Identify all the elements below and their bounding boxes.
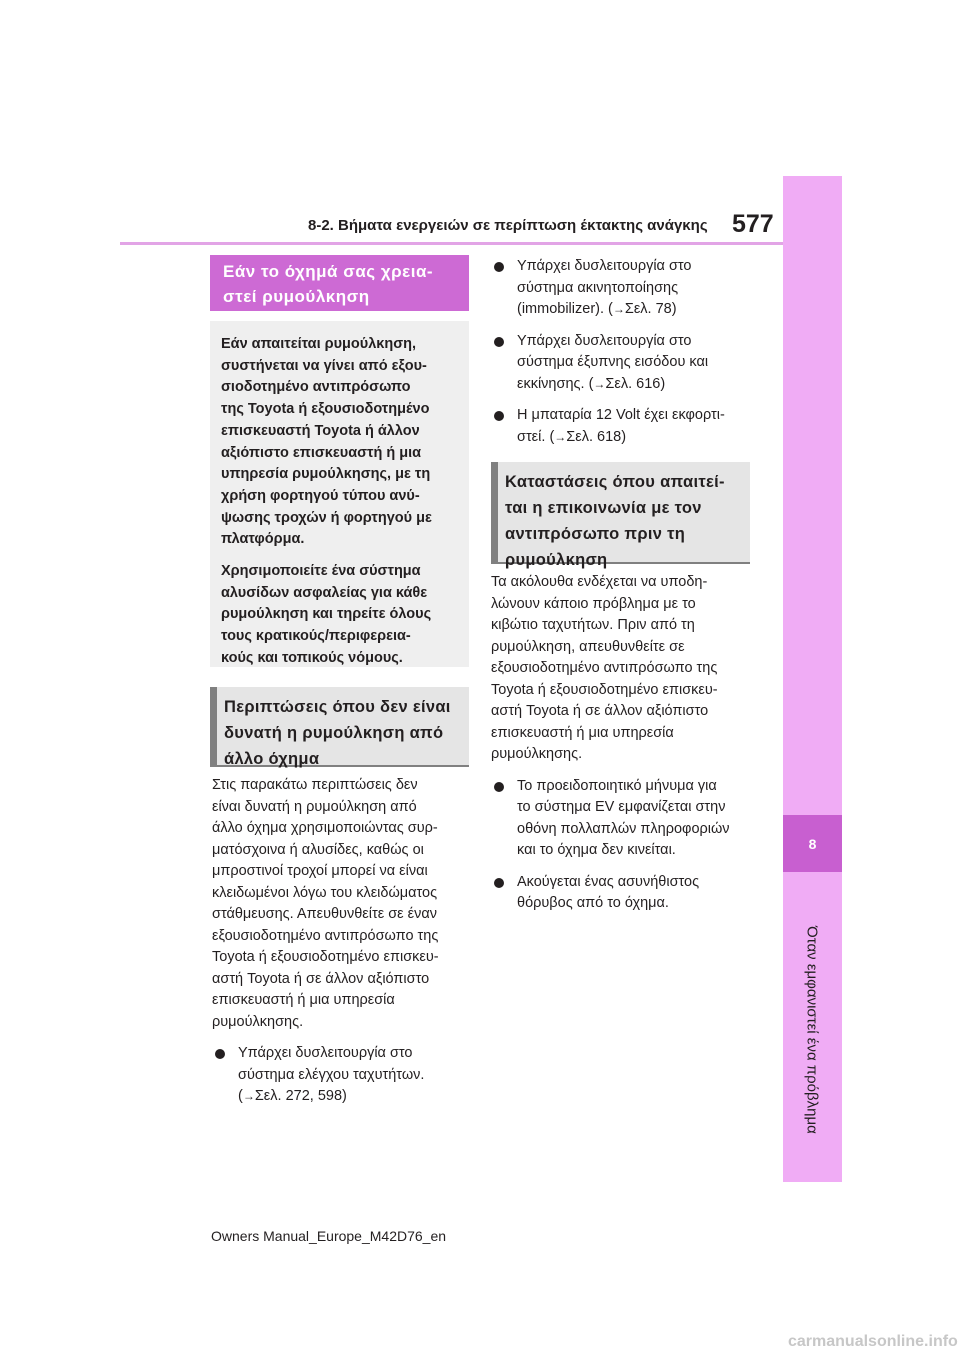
bullet-item — [212, 1043, 470, 1108]
notice-line: αξιόπιστο επισκευαστή ή μια — [221, 444, 422, 461]
body-line: αστή Toyota ή σε άλλον αξιόπιστο — [491, 703, 709, 719]
watermark: carmanualsonline.info — [788, 1333, 958, 1350]
bullet-item — [491, 331, 753, 396]
bullet-line: θόρυβος από το όχημα. — [517, 895, 669, 911]
notice-line: τους κρατικούς/περιφερεια- — [221, 628, 411, 645]
bullet-line: Το προειδοποιητικό μήνυμα για — [517, 777, 717, 794]
page-reference[interactable]: (→Σελ. 616) — [588, 375, 666, 392]
body-line: είναι δυνατή η ρυμούλκηση από — [212, 798, 417, 815]
towing-notice-box — [210, 321, 469, 667]
page-reference[interactable]: (→Σελ. 618) — [549, 428, 627, 445]
subheading-line: ται η επικοινωνία με τον — [505, 499, 702, 517]
body-line: επισκευαστή ή μια υπηρεσία — [491, 724, 674, 741]
bullet-line: Υπάρχει δυσλειτουργία στο — [517, 258, 692, 274]
bullet-item — [491, 256, 753, 321]
bullet-line: Η μπαταρία 12 Volt έχει εκφορτι- — [517, 407, 725, 423]
body-paragraph — [491, 572, 753, 766]
arrow-right-icon: → — [612, 302, 625, 316]
body-line: Τα ακόλουθα ενδέχεται να υποδη- — [491, 574, 708, 590]
subheading-line: αντιπρόσωπο πριν τη — [505, 525, 686, 543]
bullet-line: Ακούγεται ένας ασυνήθιστος — [517, 873, 700, 890]
body-line: ρυμούλκησης. — [491, 746, 583, 762]
bullet-dot-icon — [494, 878, 504, 888]
bullet-item — [491, 776, 753, 862]
subheading-line: Καταστάσεις όπου απαιτεί- — [505, 473, 725, 491]
body-line: μπροστινοί τροχοί μπορεί να είναι — [212, 863, 428, 879]
bullet-line: Υπάρχει δυσλειτουργία στο — [517, 332, 692, 349]
body-line: Στις παρακάτω περιπτώσεις δεν — [212, 777, 418, 793]
notice-paragraph — [221, 334, 457, 551]
bullet-dot-icon — [494, 337, 504, 347]
bullet-line: και το όχημα δεν κινείται. — [517, 842, 676, 858]
page-number: 577 — [732, 210, 774, 238]
arrow-right-icon: → — [554, 429, 567, 444]
body-line: άλλο όχημα χρησιμοποιώντας συρ- — [212, 820, 438, 836]
subheading-line: δυνατή η ρυμούλκηση από — [224, 724, 444, 742]
bullet-line: (immobilizer). — [517, 301, 604, 317]
heading-line: στεί ρυμούλκηση — [223, 287, 370, 306]
bullet-line: το σύστημα EV εμφανίζεται στην — [517, 799, 726, 815]
page-reference[interactable]: (→Σελ. 272, 598) — [238, 1088, 347, 1104]
bullet-line: σύστημα ελέγχου ταχυτήτων. — [238, 1066, 425, 1083]
bullet-line: στεί. — [517, 428, 546, 445]
notice-line: ψωσης τροχών ή φορτηγού με — [221, 509, 432, 526]
notice-line: χρήση φορτηγού τύπου ανύ- — [221, 487, 420, 504]
footer-doc-id: Owners Manual_Europe_M42D76_en — [211, 1228, 447, 1244]
bullet-dot-icon — [494, 782, 504, 792]
arrow-right-icon: → — [242, 1089, 255, 1103]
page-reference[interactable]: (→Σελ. 78) — [608, 301, 677, 317]
body-line: κλειδωμένοι λόγω του κλειδώματος — [212, 884, 438, 901]
bullet-line: σύστημα ακινητοποίησης — [517, 279, 679, 296]
subheading-towing-not-possible — [210, 687, 469, 767]
body-paragraph — [212, 775, 470, 1033]
bullet-line: εκκίνησης. — [517, 375, 585, 392]
body-line: στάθμευσης. Απευθυνθείτε σε έναν — [212, 906, 437, 922]
notice-line: ρυμούλκηση και τηρείτε όλους — [221, 606, 432, 623]
bullet-dot-icon — [494, 262, 504, 272]
subheading-line: άλλο όχημα — [224, 750, 320, 768]
body-line: Toyota ή εξουσιοδοτημένο επισκευ- — [491, 681, 718, 698]
notice-line: συστήνεται να γίνει από εξου- — [221, 357, 427, 374]
bullet-item — [491, 872, 753, 915]
notice-line: της Toyota ή εξουσιοδοτημένο — [221, 401, 430, 418]
body-line: λώνουν κάποιο πρόβλημα με το — [491, 595, 696, 612]
heading-line: Εάν το όχημά σας χρεια- — [223, 262, 434, 281]
body-line: εξουσιοδοτημένο αντιπρόσωπο της — [491, 660, 718, 676]
notice-paragraph — [221, 561, 457, 670]
notice-line: πλατφόρμα. — [221, 531, 305, 548]
notice-line: κούς και τοπικούς νόμους. — [221, 649, 403, 666]
arrow-right-icon: → — [593, 376, 606, 391]
notice-line: επισκευαστή Toyota ή άλλον — [221, 422, 420, 439]
bullet-line: σύστημα έξυπνης εισόδου και — [517, 354, 709, 370]
body-line: αστή Toyota ή σε άλλον αξιόπιστο — [212, 970, 430, 987]
notice-line: Εάν απαιτείται ρυμούλκηση, — [221, 336, 417, 352]
left-body — [212, 775, 470, 1108]
subheading-line: ρυμούλκηση — [505, 551, 608, 569]
chapter-title: Όταν εμφανιστεί ένα πρόβλημα — [803, 926, 821, 1134]
notice-line: υπηρεσία ρυμούλκησης, με τη — [221, 466, 431, 483]
section-heading-towing — [210, 255, 469, 311]
header-divider — [120, 242, 783, 245]
body-line: ματόσχοινα ή αλυσίδες, καθώς οι — [212, 841, 424, 858]
running-header: 8-2. Βήματα ενεργειών σε περίπτωση έκτακτης ανάγκης — [308, 217, 708, 234]
bullet-item — [491, 405, 753, 448]
right-top-bullets — [491, 256, 753, 448]
notice-line: Χρησιμοποιείτε ένα σύστημα — [221, 563, 421, 580]
bullet-dot-icon — [215, 1049, 225, 1059]
notice-line: αλυσίδων ασφαλείας για κάθε — [221, 584, 428, 601]
body-line: κιβώτιο ταχυτήτων. Πριν από τη — [491, 617, 695, 633]
body-line: εξουσιοδοτημένο αντιπρόσωπο της — [212, 927, 439, 944]
bullet-dot-icon — [494, 411, 504, 421]
notice-line: σιοδοτημένο αντιπρόσωπο — [221, 379, 411, 396]
bullet-line: οθόνη πολλαπλών πληροφοριών — [517, 820, 730, 837]
body-line: Toyota ή εξουσιοδοτημένο επισκευ- — [212, 949, 439, 965]
body-line: ρυμούλκηση, απευθυνθείτε σε — [491, 638, 685, 655]
subheading-line: Περιπτώσεις όπου δεν είναι — [224, 698, 451, 716]
body-line: ρυμούλκησης. — [212, 1013, 304, 1030]
body-line: επισκευαστή ή μια υπηρεσία — [212, 992, 395, 1008]
subheading-contact-dealer — [491, 462, 750, 569]
chapter-number: 8 — [783, 815, 842, 872]
bullet-line: Υπάρχει δυσλειτουργία στο — [238, 1045, 413, 1061]
right-body — [491, 572, 753, 915]
